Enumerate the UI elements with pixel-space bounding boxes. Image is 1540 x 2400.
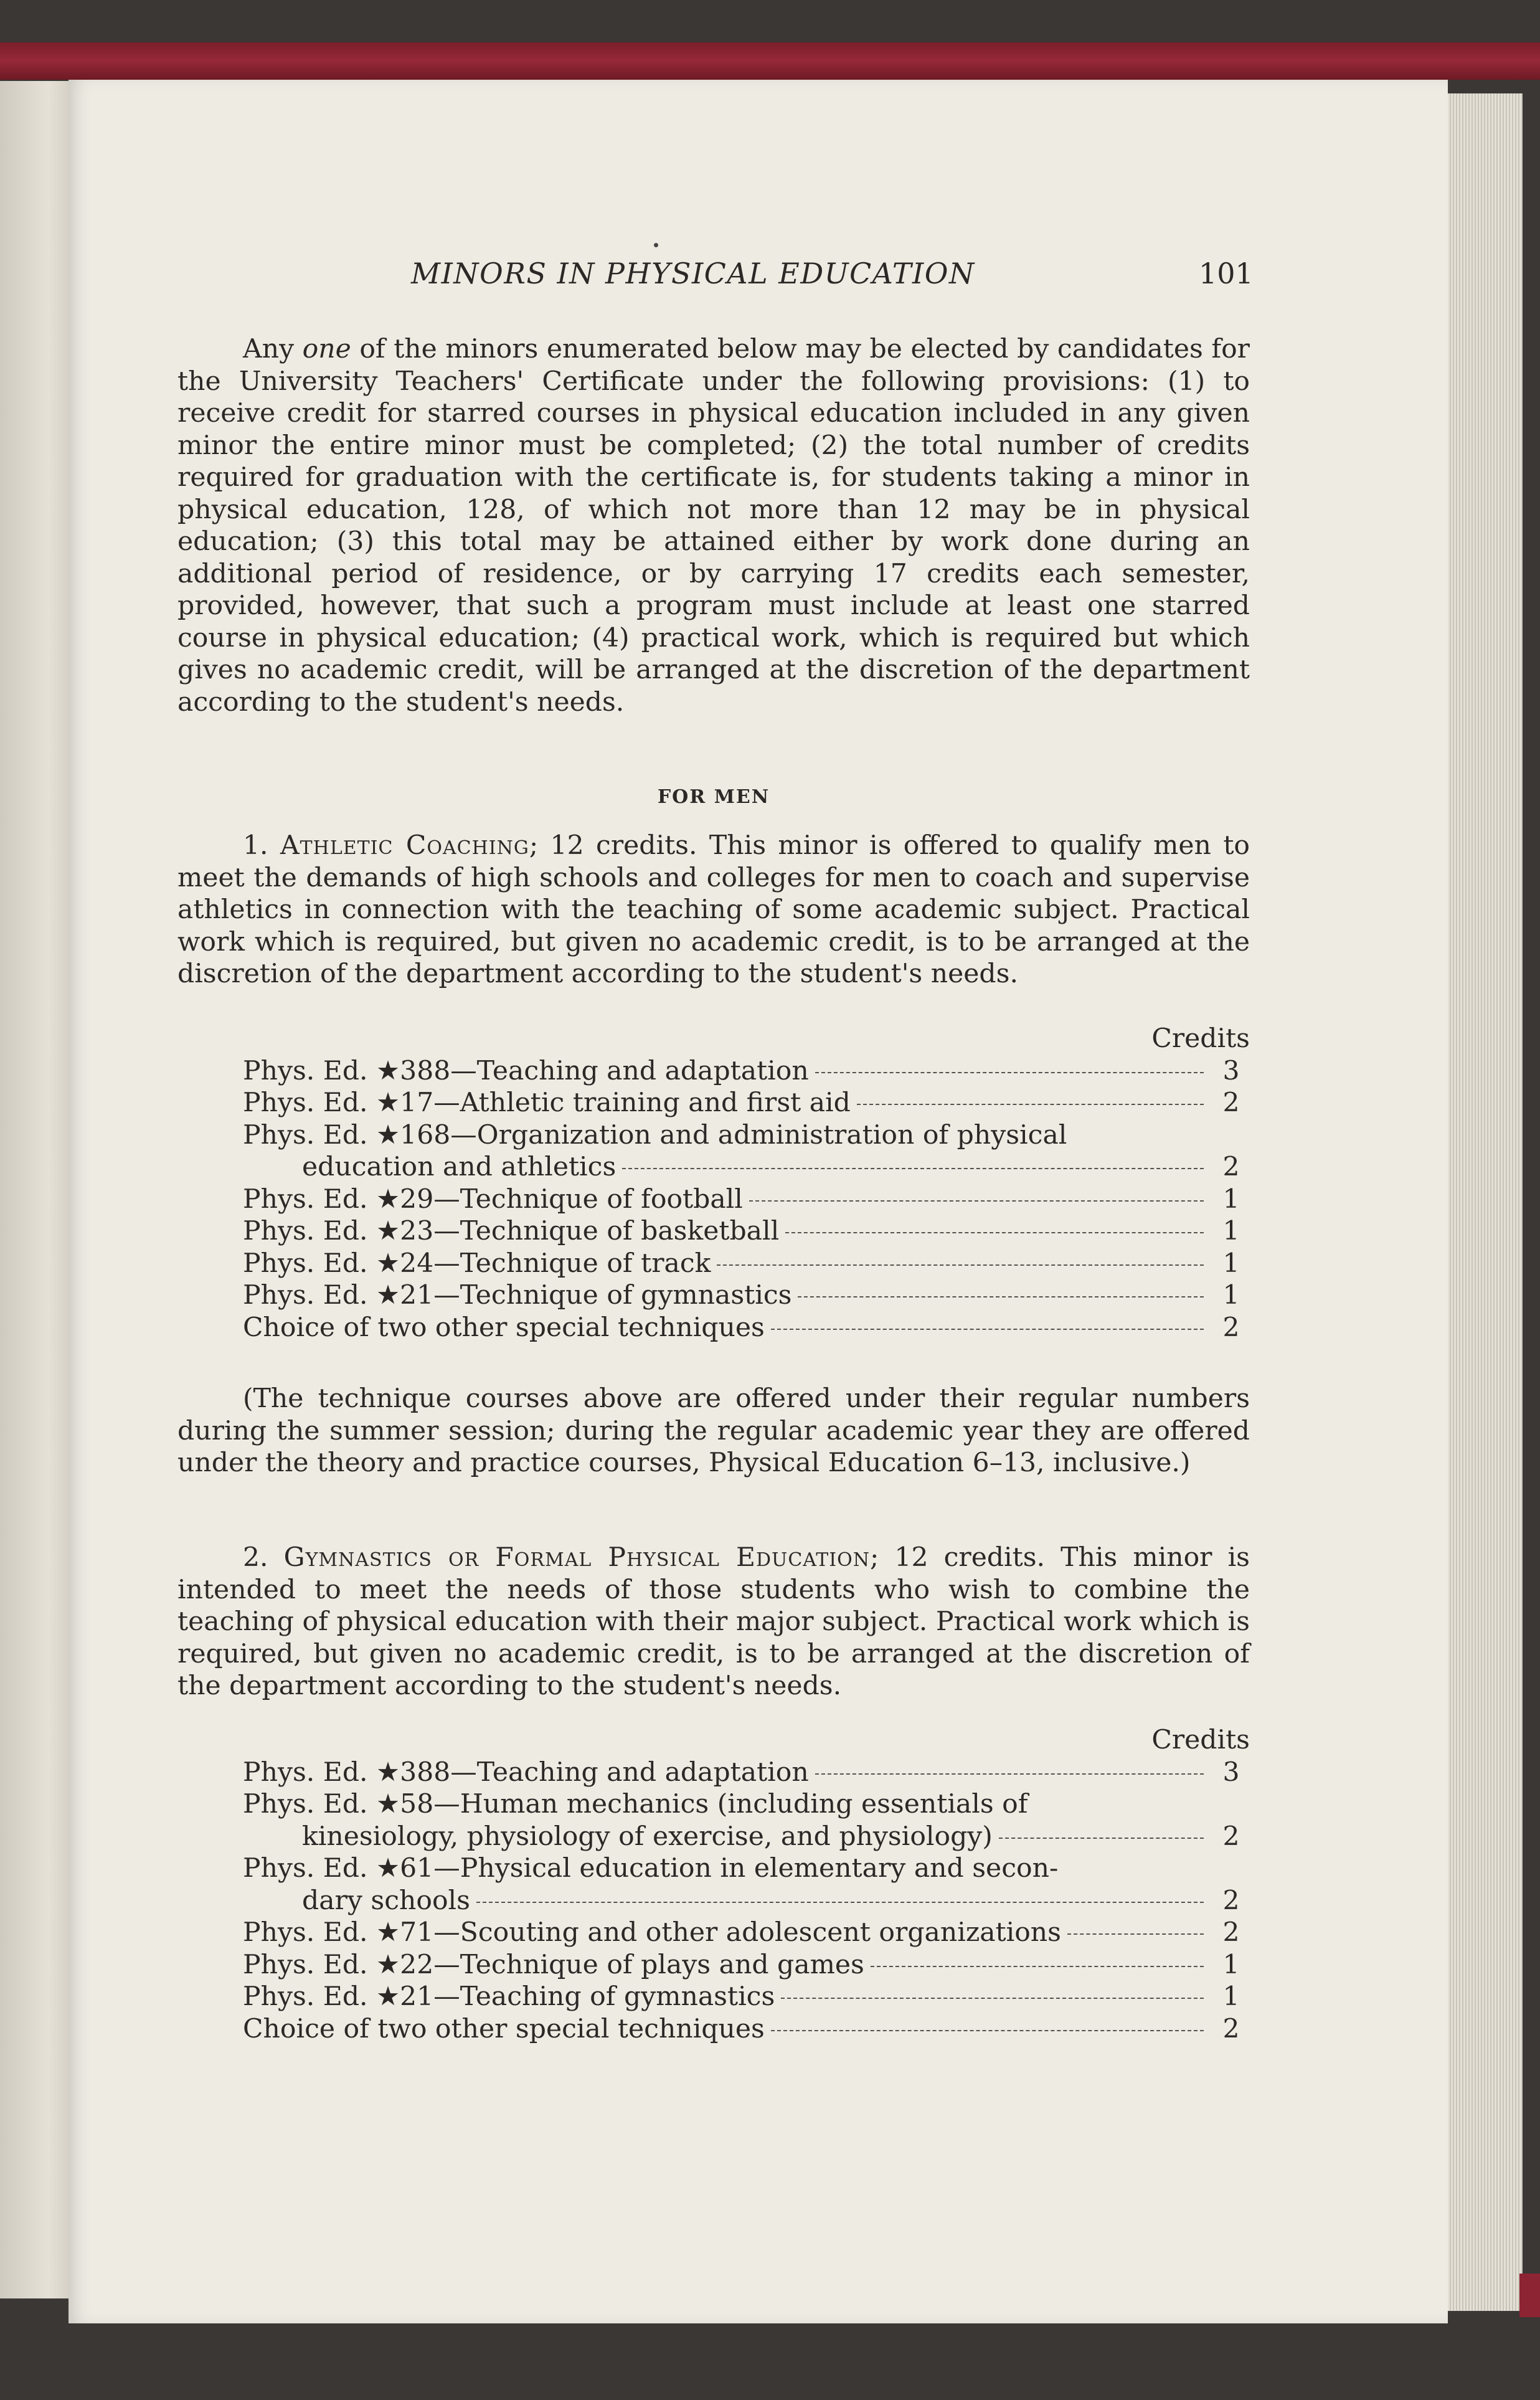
dot-leader (1067, 1933, 1204, 1935)
athletic-coaching-paragraph: 1. Athletic Coaching; 12 credits. This minor is offered to qualify men to meet the demands of high schools and colleges for men to coach and supervise athletics in connection with the teaching of some academic subject. Practical work which is required, but given no academic credit, is to be arranged at the discretion of the department according to the student's needs. (177, 830, 1250, 989)
dot-leader (815, 1072, 1204, 1073)
course-row (177, 1788, 1250, 1821)
course-label-continued: dary schools (302, 1885, 470, 1916)
course-row-continued (177, 1151, 1250, 1183)
course-label-continued: kinesiology, physiology of exercise, and physiology) (302, 1821, 993, 1852)
cover-corner (1519, 2274, 1540, 2317)
dot-leader (857, 1104, 1204, 1105)
course-credits: 1 (1222, 1949, 1240, 1980)
book-cover-band (0, 42, 1540, 80)
course-row (177, 1949, 1250, 1981)
course-label: Choice of two other special techniques (243, 1312, 765, 1343)
dot-leader (871, 1966, 1204, 1967)
course-label: Choice of two other special techniques (243, 2013, 765, 2044)
course-label: Phys. Ed. ★24—Technique of track (243, 1248, 711, 1279)
course-row (177, 1248, 1250, 1280)
section-heading-for-men: FOR MEN (657, 786, 770, 808)
course-label: Phys. Ed. ★61—Physical education in elementary and secon- (243, 1853, 1059, 1884)
course-row (177, 2013, 1250, 2046)
course-row (177, 1087, 1250, 1119)
course-credits: 2 (1222, 1917, 1240, 1948)
course-label: Phys. Ed. ★71—Scouting and other adolescent organizations (243, 1917, 1061, 1948)
course-label-continued: education and athletics (302, 1152, 616, 1182)
course-row (177, 1279, 1250, 1312)
page-stack-edge (1448, 93, 1523, 2311)
course-row (177, 1119, 1250, 1152)
course-row (177, 1981, 1250, 2013)
credits-column-header: Credits (1151, 1023, 1250, 1054)
running-header: MINORS IN PHYSICAL EDUCATION (411, 257, 975, 290)
course-label: Phys. Ed. ★21—Teaching of gymnastics (243, 1981, 775, 2012)
dot-leader (781, 1998, 1204, 1999)
minor-title: Athletic Coaching (280, 830, 529, 861)
course-label: Phys. Ed. ★29—Technique of football (243, 1183, 743, 1215)
course-credits: 3 (1222, 1055, 1240, 1086)
course-label: Phys. Ed. ★21—Technique of gymnastics (243, 1280, 792, 1311)
course-credits: 1 (1222, 1183, 1240, 1215)
course-label: Phys. Ed. ★388—Teaching and adaptation (243, 1055, 809, 1086)
page-number: 101 (1199, 257, 1254, 290)
course-label: Phys. Ed. ★388—Teaching and adaptation (243, 1757, 809, 1788)
course-credits: 1 (1222, 1216, 1240, 1246)
course-row (177, 1312, 1250, 1344)
dot-leader (749, 1200, 1204, 1202)
course-row (177, 1215, 1250, 1248)
course-label: Phys. Ed. ★23—Technique of basketball (243, 1216, 780, 1246)
dot-leader (785, 1232, 1204, 1233)
dot-leader (771, 2030, 1204, 2031)
print-speck (654, 243, 658, 247)
course-row (177, 1917, 1250, 1949)
dot-leader (622, 1168, 1204, 1169)
course-label: Phys. Ed. ★58—Human mechanics (including essentials of (243, 1789, 1028, 1819)
credits-column-header: Credits (1151, 1725, 1250, 1755)
dot-leader (771, 1329, 1204, 1330)
course-credits: 2 (1222, 2013, 1240, 2044)
course-row (177, 1757, 1250, 1789)
dot-leader (815, 1773, 1204, 1775)
technique-note: (The technique courses above are offered under their regular numbers during the summer session; during the regular academic year they are offered under the theory and practice courses, Physical Education 6–13, inclusive.) (177, 1383, 1250, 1478)
facing-page-edge (0, 81, 68, 2298)
emphasis: one (302, 334, 351, 364)
course-credits: 1 (1222, 1248, 1240, 1279)
intro-paragraph: Any one of the minors enumerated below may be elected by candidates for the University Teachers' Certificate under the following provisions: (1) to receive credit for starred courses in physical education included in any given minor the entire minor must be completed; (2) the total number of credits required for graduation with the certificate is, for students taking a minor in physical education, 128, of which not more than 12 may be in physical education; (3) this total may be attained either by work done during an additional period of residence, or by carrying 17 credits each semester, provided, however, that such a program must include at least one starred course in physical education; (4) practical work, which is required but which gives no academic credit, will be arranged at the discretion of the department according to the student's needs. (177, 334, 1250, 718)
course-label: Phys. Ed. ★22—Technique of plays and games (243, 1949, 864, 1980)
dot-leader (798, 1296, 1204, 1297)
course-row (177, 1183, 1250, 1216)
gymnastics-course-table (177, 1724, 1250, 2045)
minor-title: Gymnastics or Formal Physical Education (283, 1542, 870, 1573)
course-row-continued (177, 1885, 1250, 1917)
dot-leader (999, 1838, 1204, 1839)
course-credits: 2 (1222, 1312, 1240, 1343)
gymnastics-paragraph: 2. Gymnastics or Formal Physical Education; 12 credits. This minor is intended to meet the needs of those students who wish to combine the teaching of physical education with their major subject. Practical work which is required, but given no academic credit, is to be arranged at the discretion of the department according to the student's needs. (177, 1542, 1250, 1701)
athletic-course-table (177, 1023, 1250, 1344)
course-row (177, 1055, 1250, 1088)
course-label: Phys. Ed. ★17—Athletic training and first aid (243, 1088, 851, 1118)
course-credits: 1 (1222, 1280, 1240, 1311)
course-row-continued (177, 1821, 1250, 1853)
course-credits: 2 (1222, 1088, 1240, 1118)
course-credits: 2 (1222, 1821, 1240, 1852)
course-credits: 2 (1222, 1152, 1240, 1182)
course-credits: 1 (1222, 1981, 1240, 2012)
course-label: Phys. Ed. ★168—Organization and administration of physical (243, 1119, 1067, 1150)
course-credits: 3 (1222, 1757, 1240, 1788)
course-credits: 2 (1222, 1885, 1240, 1916)
dot-leader (717, 1264, 1204, 1266)
dot-leader (476, 1902, 1204, 1903)
course-row (177, 1852, 1250, 1885)
